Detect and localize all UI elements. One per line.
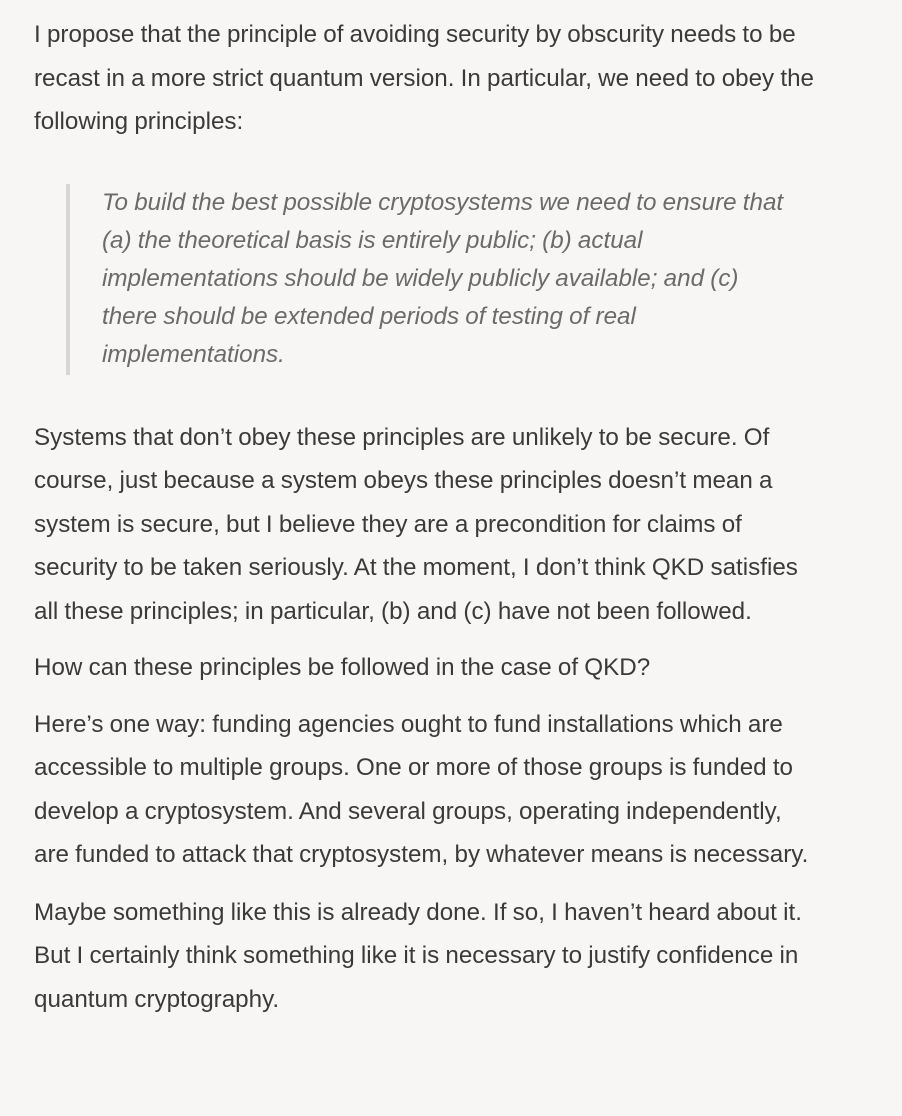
paragraph-question: How can these principles be followed in the case of QKD? — [34, 654, 651, 682]
blockquote-text: To build the best possible cryptosystems we need to ensure that (a) the theoretical basis is entirely public; (b) actual implementations should be widely publicly available; and (c) there should be extended periods of testing of real implementations. — [102, 188, 784, 369]
article-body — [34, 13, 864, 1021]
paragraph-security-precondition: Systems that don’t obey these principles are unlikely to be secure. Of course, just because a system obeys these principles doesn’t mean a system is secure, but I believe they are a precondition for claims of security to be taken seriously. At the moment, I don’t think QKD satisfies all these principles; in particular, (b) and (c) have not been followed. — [34, 423, 798, 625]
principles-blockquote — [66, 184, 792, 375]
paragraph-conclusion: Maybe something like this is already done. If so, I haven’t heard about it. But I certainly think something like it is necessary to justify confidence in quantum cryptography. — [34, 898, 802, 1013]
blockquote-rule — [66, 184, 70, 375]
paragraph-funding-proposal: Here’s one way: funding agencies ought to fund installations which are accessible to multiple groups. One or more of those groups is funded to develop a cryptosystem. And several groups, operating independently, are funded to attack that cryptosystem, by whatever means is necessary. — [34, 710, 809, 869]
paragraph-intro: I propose that the principle of avoiding security by obscurity needs to be recast in a more strict quantum version. In particular, we need to obey the following principles: — [34, 21, 814, 135]
